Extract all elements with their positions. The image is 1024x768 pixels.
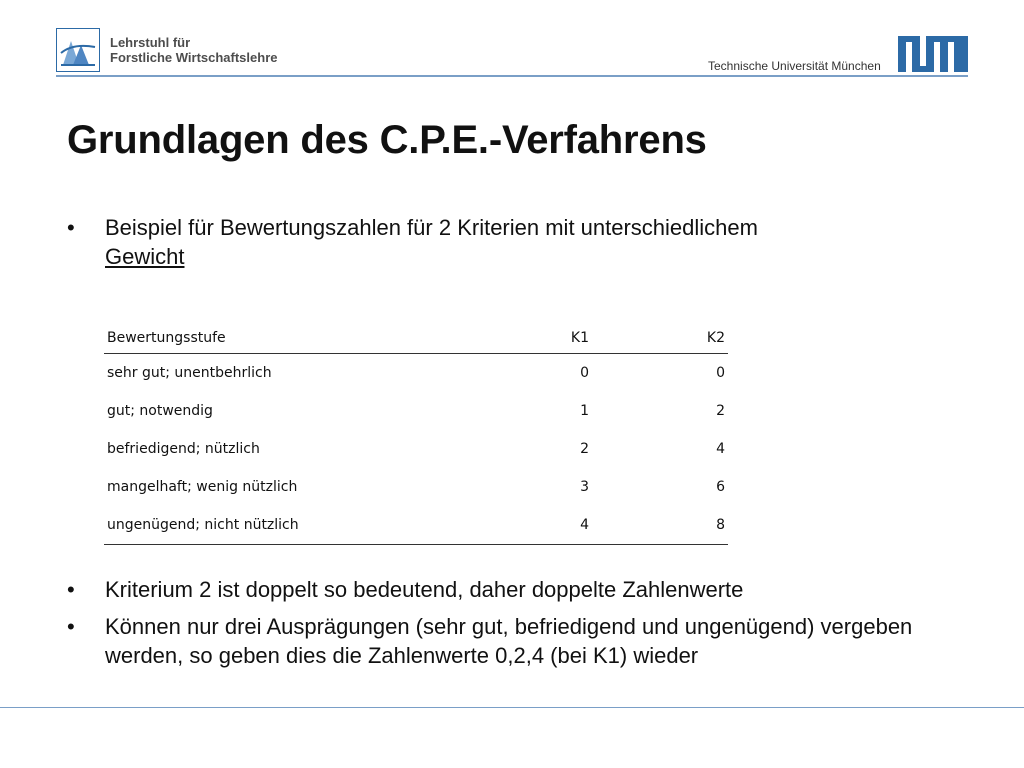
column-header-k1: K1: [496, 323, 592, 354]
cell-k1: 3: [580, 479, 589, 495]
table-row: [104, 506, 728, 545]
table-header-row: [104, 323, 728, 354]
chair-name-line1: Lehrstuhl für: [110, 35, 191, 50]
bullet-text: Kriterium 2 ist doppelt so bedeutend, daher doppelte Zahlenwerte: [105, 577, 744, 602]
bullet-text: [105, 213, 947, 271]
column-header-level: Bewertungsstufe: [104, 323, 496, 354]
cell-k2: 6: [716, 479, 725, 495]
bullet-marker: •: [67, 614, 75, 639]
tree-logo-icon: [56, 28, 100, 72]
bullet-text-underlined: Gewicht: [105, 244, 185, 269]
chair-logo: [56, 28, 277, 72]
chair-name: [110, 35, 277, 65]
bullet-marker: •: [67, 215, 75, 240]
university-name: Technische Universität München: [708, 59, 881, 73]
cell-level: mangelhaft; wenig nützlich: [107, 479, 298, 495]
cell-level: sehr gut; unentbehrlich: [107, 365, 272, 381]
cell-level: befriedigend; nützlich: [107, 441, 260, 457]
rating-table: [104, 323, 728, 545]
table-row: [104, 468, 728, 506]
column-header-k2: K2: [592, 323, 728, 354]
table-row: [104, 392, 728, 430]
cell-k1: 2: [580, 441, 589, 457]
cell-level: ungenügend; nicht nützlich: [104, 506, 496, 545]
footer-divider: [0, 707, 1024, 708]
slide-title: Grundlagen des C.P.E.-Verfahrens: [67, 118, 707, 162]
bullet-item: [67, 575, 947, 604]
bullet-text-main: Beispiel für Bewertungszahlen für 2 Kriterien mit unterschiedlichem: [105, 215, 758, 240]
cell-k1: 0: [580, 365, 589, 381]
cell-k1: 1: [580, 403, 589, 419]
bullet-text: Können nur drei Ausprägungen (sehr gut, befriedigend und ungenügend) vergeben werden, so geben dies die Zahlenwerte 0,2,4 (bei K1) wieder: [105, 614, 913, 668]
intro-bullet-list: [67, 213, 947, 271]
chair-name-line2: Forstliche Wirtschaftslehre: [110, 50, 278, 65]
cell-k2: 4: [716, 441, 725, 457]
bullet-item: [67, 213, 947, 271]
cell-k1: 4: [496, 506, 592, 545]
cell-level: gut; notwendig: [107, 403, 213, 419]
bullet-marker: •: [67, 577, 75, 602]
cell-k2: 2: [716, 403, 725, 419]
header-divider: [56, 75, 968, 77]
conclusion-bullet-list: [67, 575, 947, 678]
tum-logo-icon: [898, 36, 968, 72]
table-row: [104, 430, 728, 468]
cell-k2: 0: [716, 365, 725, 381]
table-row: [104, 354, 728, 393]
bullet-item: [67, 612, 947, 670]
cell-k2: 8: [592, 506, 728, 545]
